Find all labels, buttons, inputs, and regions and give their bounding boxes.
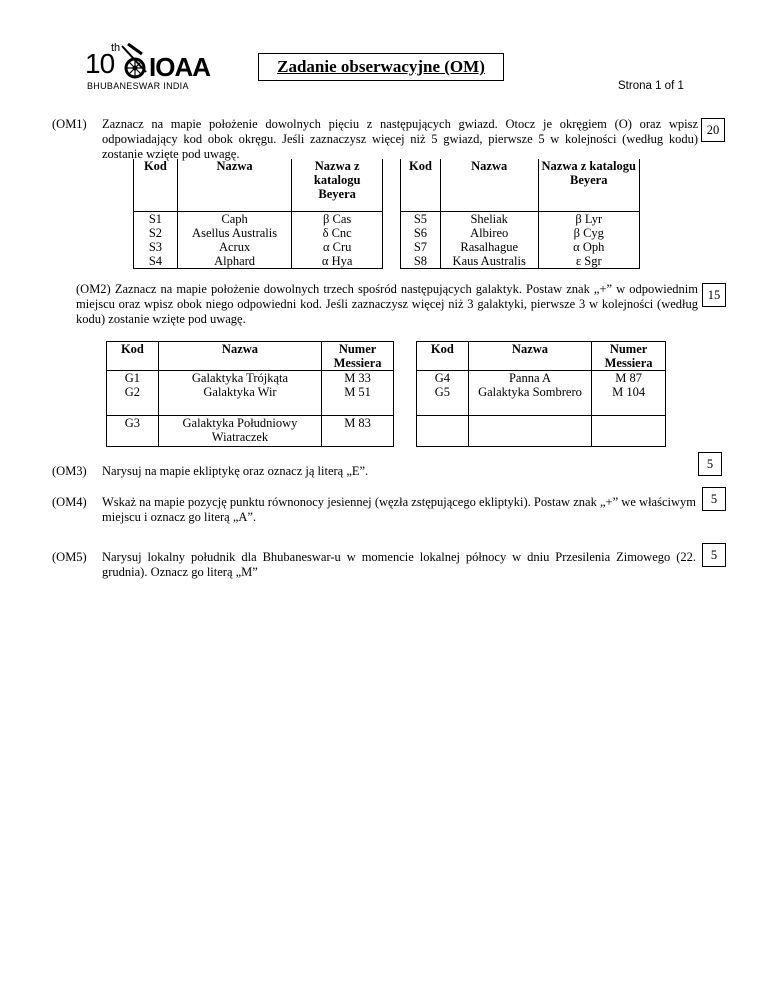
cell-line: G5 — [434, 385, 451, 399]
table-row — [107, 371, 394, 416]
table-row — [134, 226, 383, 240]
cell-line: G1 — [124, 371, 141, 385]
table-cell: Sheliak — [440, 212, 538, 227]
points-box: 15 — [702, 283, 726, 307]
cell-line: G4 — [434, 371, 451, 385]
table-cell: Rasalhague — [440, 240, 538, 254]
table-row — [417, 371, 666, 416]
table-cell: Asellus Australis — [177, 226, 291, 240]
table-cell: G3 — [107, 416, 159, 447]
points-box: 5 — [702, 543, 726, 567]
table-cell: Alphard — [177, 254, 291, 269]
page-number: Strona 1 of 1 — [618, 80, 684, 92]
table-cell — [417, 371, 469, 416]
table-cell: α Oph — [538, 240, 640, 254]
page-title: Zadanie obserwacyjne (OM) — [277, 57, 485, 76]
table-cell — [592, 416, 666, 447]
logo-superscript: th — [111, 42, 121, 54]
cell-line: M 51 — [344, 385, 371, 399]
table-row — [134, 212, 383, 227]
table-row — [401, 226, 640, 240]
table-cell: S7 — [401, 240, 441, 254]
column-header: Nazwa z katalogu Beyera — [538, 159, 640, 212]
question-text: Narysuj na mapie ekliptykę oraz oznacz ją literą „E”. — [102, 464, 369, 478]
table-cell: β Cas — [292, 212, 383, 227]
table-cell — [468, 371, 591, 416]
column-header: Numer Messiera — [592, 342, 666, 371]
column-header: Kod — [107, 342, 159, 371]
question-body: Zaznacz na mapie położenie dowolnych trzech spośród następujących galaktyk. Postaw znak „+” w odpowiednim miejscu oraz wpisz obok niego odpowiedni kod. Jeśli zaznaczysz więcej niż 3 galaktyki, pierwsze 3 w kolejności (według kodu) zostanie wzięte pod uwagę. — [76, 282, 699, 326]
cell-line: M 104 — [612, 385, 646, 399]
table-cell: Kaus Australis — [440, 254, 538, 269]
table-row — [107, 416, 394, 447]
galaxies-table-left — [106, 341, 394, 447]
question-text: Zaznacz na mapie położenie dowolnych pięciu z następujących gwiazd. Otocz je okręgiem (O) oraz wpisz odpowiadający kod obok okręgu. Jeśli zaznaczysz więcej niż 5 gwiazd, pierwsze 5 w kolejności (według kodu) zostanie wzięte pod uwagę. — [102, 117, 698, 161]
table-cell — [592, 371, 666, 416]
table-cell: S4 — [134, 254, 178, 269]
table-cell: β Cyg — [538, 226, 640, 240]
table-cell — [417, 416, 469, 447]
column-header: Kod — [401, 159, 441, 212]
table-cell: S8 — [401, 254, 441, 269]
table-cell: S6 — [401, 226, 441, 240]
question-text — [76, 282, 698, 327]
points-box: 20 — [701, 118, 725, 142]
table-cell: S3 — [134, 240, 178, 254]
question-code: (OM2) — [76, 282, 111, 296]
galaxies-table-right — [416, 341, 666, 447]
logo-number: 10 — [85, 48, 115, 79]
table-row — [401, 212, 640, 227]
table-row — [401, 240, 640, 254]
question-text: Wskaż na mapie pozycję punktu równonocy jesiennej (węzła zstępującego ekliptyki). Postaw znak „+” we właściwym miejscu i oznacz go literą „A”. — [102, 495, 696, 524]
table-row — [134, 240, 383, 254]
table-cell: Caph — [177, 212, 291, 227]
ioaa-logo — [85, 40, 245, 94]
table-cell — [468, 416, 591, 447]
page-title-box — [258, 53, 504, 81]
cell-line: M 33 — [344, 371, 371, 385]
telescope-wheel-icon — [118, 42, 152, 80]
question-text: Narysuj lokalny południk dla Bhubaneswar-u w momencie lokalnej północy w dniu Przesilenia Zimowego (22. grudnia). Oznacz go literą „M” — [102, 550, 696, 579]
table-cell: α Hya — [292, 254, 383, 269]
logo-name: IOAA — [149, 52, 210, 82]
question-code: (OM3) — [52, 464, 87, 478]
table-cell: M 83 — [322, 416, 394, 447]
column-header: Numer Messiera — [322, 342, 394, 371]
table-row — [417, 416, 666, 447]
table-cell — [322, 371, 394, 416]
cell-line: Galaktyka Trójkąta — [191, 371, 289, 385]
table-cell — [107, 371, 159, 416]
table-cell: S2 — [134, 226, 178, 240]
column-header: Kod — [134, 159, 178, 212]
column-header: Nazwa — [177, 159, 291, 212]
table-cell: α Cru — [292, 240, 383, 254]
table-cell: Albireo — [440, 226, 538, 240]
table-cell: ε Sgr — [538, 254, 640, 269]
points-box: 5 — [702, 487, 726, 511]
table-cell: β Lyr — [538, 212, 640, 227]
table-cell: Galaktyka Południowy Wiatraczek — [158, 416, 321, 447]
logo-subtitle: BHUBANESWAR INDIA — [87, 81, 189, 91]
cell-line: G2 — [124, 385, 141, 399]
cell-line: Galaktyka Wir — [203, 385, 277, 399]
column-header: Nazwa z katalogu Beyera — [292, 159, 383, 212]
column-header: Kod — [417, 342, 469, 371]
cell-line: Panna A — [508, 371, 551, 385]
column-header: Nazwa — [440, 159, 538, 212]
stars-table-left — [133, 159, 383, 269]
question-code: (OM1) — [52, 117, 87, 131]
column-header: Nazwa — [468, 342, 591, 371]
cell-line: Galaktyka Sombrero — [478, 385, 582, 399]
question-code: (OM5) — [52, 550, 87, 564]
points-box: 5 — [698, 452, 722, 476]
table-cell: δ Cnc — [292, 226, 383, 240]
cell-line: M 87 — [615, 371, 642, 385]
table-row — [401, 254, 640, 269]
table-row — [134, 254, 383, 269]
table-cell — [158, 371, 321, 416]
table-cell: S1 — [134, 212, 178, 227]
column-header: Nazwa — [158, 342, 321, 371]
table-cell: S5 — [401, 212, 441, 227]
stars-table-right — [400, 159, 640, 269]
question-code: (OM4) — [52, 495, 87, 509]
table-cell: Acrux — [177, 240, 291, 254]
